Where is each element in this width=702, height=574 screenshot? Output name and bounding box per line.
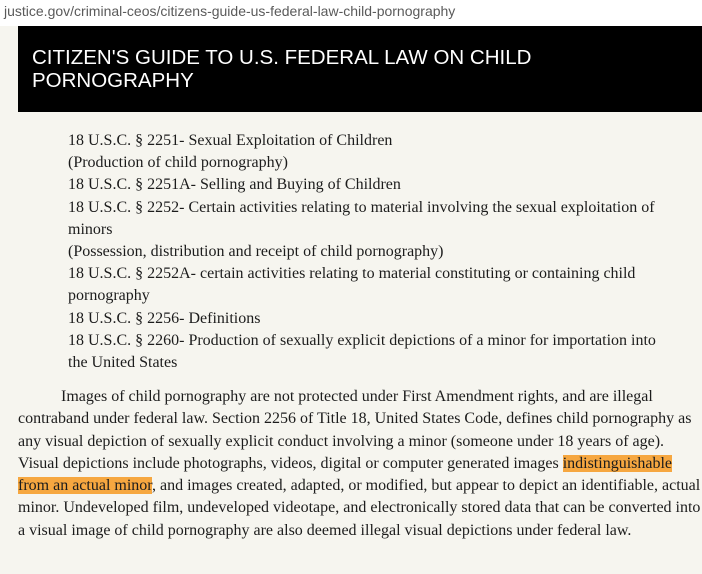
paragraph-text-end: , and images created, adapted, or modified, but appear to depict an identifiable, actual minor. Undeveloped film, undeveloped videotape, and electronically stored data that can be converted into a visual image of child pornography are also deemed illegal visual depictions under federal law. bbox=[18, 477, 701, 539]
statute-item: 18 U.S.C. § 2251A- Selling and Buying of Children bbox=[68, 176, 401, 194]
statute-item: (Production of child pornography) bbox=[68, 154, 288, 172]
highlighted-text: indistinguishable from an actual minor bbox=[18, 454, 673, 495]
statute-item: 18 U.S.C. § 2252A- certain activities relating to material constituting or containing child pornography bbox=[68, 265, 636, 305]
body-paragraph bbox=[18, 386, 702, 542]
statute-item: (Possession, distribution and receipt of child pornography) bbox=[68, 243, 444, 261]
address-bar[interactable] bbox=[0, 0, 702, 26]
statute-item: 18 U.S.C. § 2256- Definitions bbox=[68, 309, 261, 327]
page-content bbox=[0, 26, 702, 574]
statute-item: 18 U.S.C. § 2251- Sexual Exploitation of Children bbox=[68, 132, 393, 149]
statute-list bbox=[68, 130, 678, 374]
title-banner bbox=[18, 26, 702, 112]
statute-item: 18 U.S.C. § 2252- Certain activities relating to material involving the sexual exploitation of minors bbox=[68, 198, 655, 238]
statute-item: 18 U.S.C. § 2260- Production of sexually explicit depictions of a minor for importation into the United States bbox=[68, 331, 656, 372]
paragraph-text-start: Images of child pornography are not protected under First Amendment rights, and are illegal contraband under federal law. Section 2256 of Title 18, United States Code, defines child pornography as any visual depiction of sexually explicit conduct involving a minor (someone under 18 years of age). Visual depictions include photographs, videos, digital or computer generated images bbox=[18, 388, 692, 472]
url-text[interactable]: justice.gov/criminal-ceos/citizens-guide-us-federal-law-child-pornography bbox=[4, 3, 456, 19]
page-title: CITIZEN'S GUIDE TO U.S. FEDERAL LAW ON CHILD PORNOGRAPHY bbox=[32, 46, 532, 92]
